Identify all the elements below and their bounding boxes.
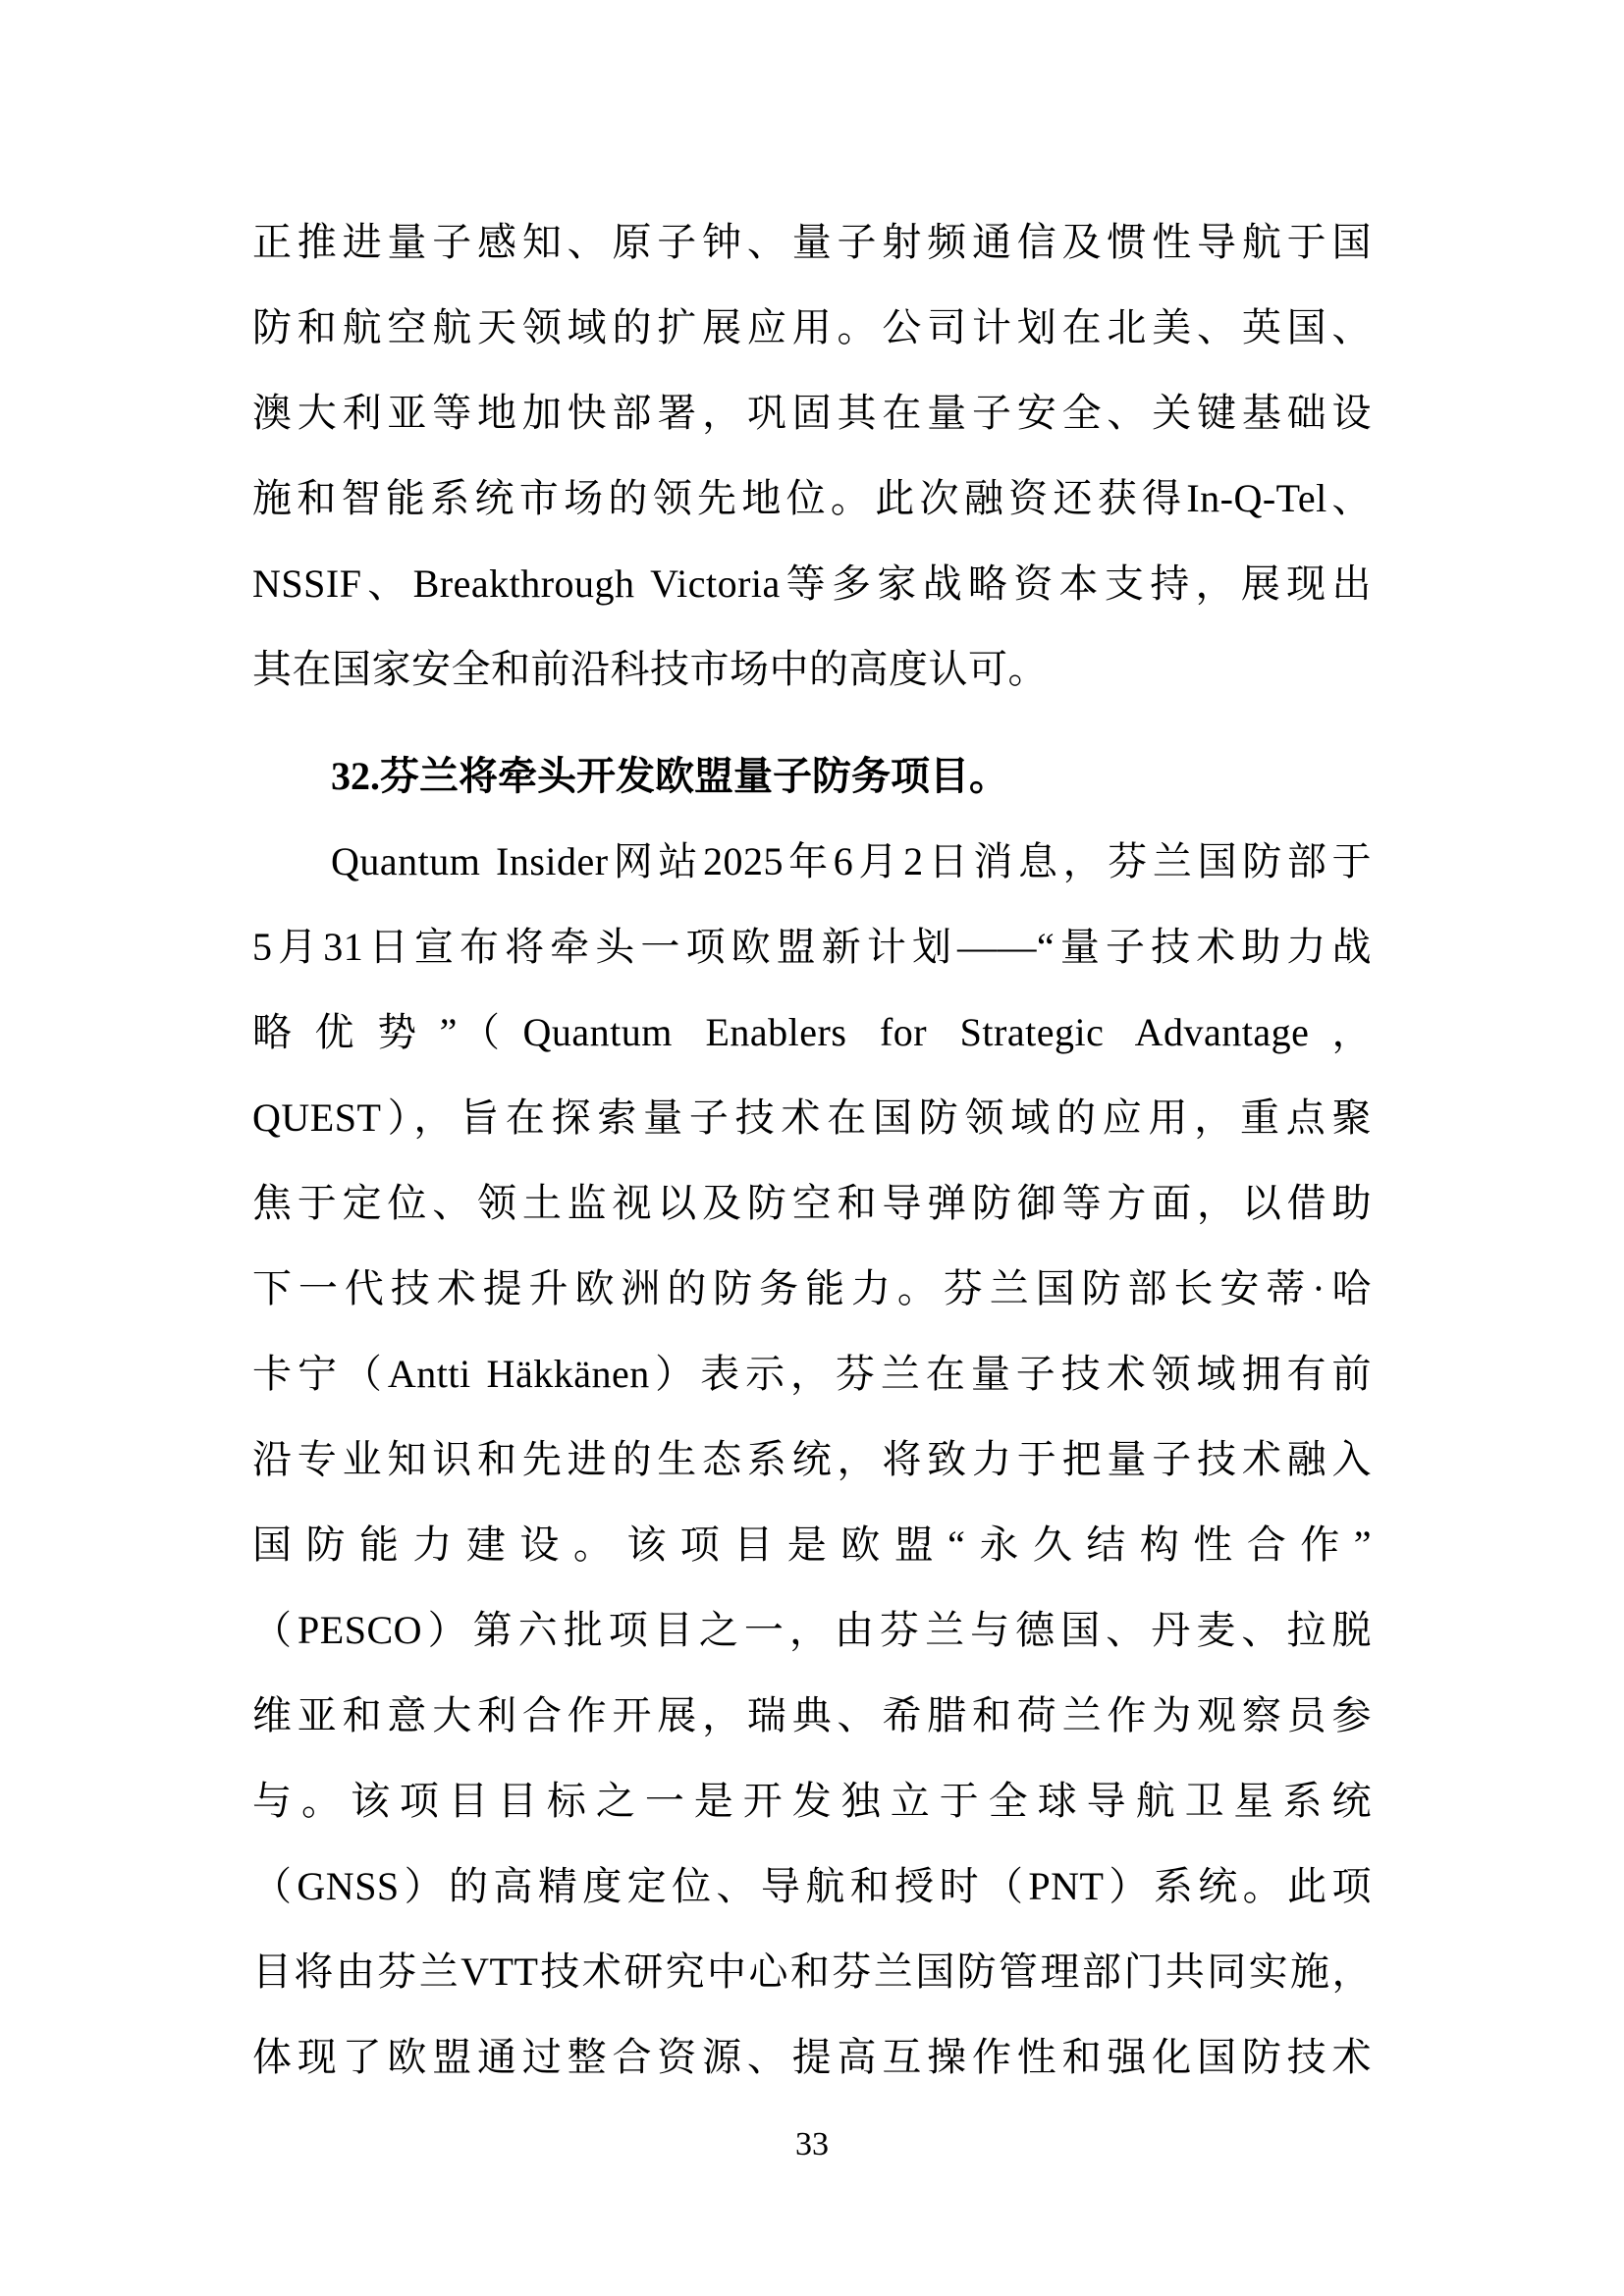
text-line: 下一代技术提升欧洲的防务能力。芬兰国防部长安蒂·哈 <box>252 1266 1372 1310</box>
text-line: 5月31日宣布将牵头一项欧盟新计划——“量子技术助力战 <box>252 925 1372 969</box>
text-line: 国防能力建设。该项目是欧盟“永久结构性合作” <box>252 1522 1372 1567</box>
text-line: （GNSS）的高精度定位、导航和授时（PNT）系统。此项 <box>252 1864 1372 1908</box>
text-line: 目将由芬兰VTT技术研究中心和芬兰国防管理部门共同实施， <box>252 1949 1372 1994</box>
text-line: Quantum Insider网站2025年6月2日消息，芬兰国防部于 <box>331 839 1372 883</box>
section-heading: 32.芬兰将牵头开发欧盟量子防务项目。 <box>331 754 1008 798</box>
text-line: 卡宁（Antti Häkkänen）表示，芬兰在量子技术领域拥有前 <box>252 1352 1372 1396</box>
text-line: 其在国家安全和前沿科技市场中的高度认可。 <box>252 647 1048 691</box>
text-line: 与。该项目目标之一是开发独立于全球导航卫星系统 <box>252 1779 1372 1823</box>
text-line: QUEST），旨在探索量子技术在国防领域的应用，重点聚 <box>252 1095 1372 1140</box>
text-line: 沿专业知识和先进的生态系统，将致力于把量子技术融入 <box>252 1437 1372 1481</box>
text-line: NSSIF、Breakthrough Victoria等多家战略资本支持，展现出 <box>252 561 1372 606</box>
text-line: 略优势”（Quantum Enablers for Strategic Advantage， <box>252 1010 1372 1054</box>
text-line: 施和智能系统市场的领先地位。此次融资还获得In-Q-Tel、 <box>252 476 1372 520</box>
text-line: 澳大利亚等地加快部署，巩固其在量子安全、关键基础设 <box>252 391 1372 435</box>
text-line: 防和航空航天领域的扩展应用。公司计划在北美、英国、 <box>252 305 1372 349</box>
page-number: 33 <box>795 2126 829 2163</box>
body-text <box>252 199 1372 2100</box>
text-line: 正推进量子感知、原子钟、量子射频通信及惯性导航于国 <box>252 220 1372 264</box>
text-line: 维亚和意大利合作开展，瑞典、希腊和荷兰作为观察员参 <box>252 1693 1372 1737</box>
paragraph-funding-continuation <box>252 199 1372 712</box>
text-line: 体现了欧盟通过整合资源、提高互操作性和强化国防技术 <box>252 2035 1372 2079</box>
text-line: （PESCO）第六批项目之一，由芬兰与德国、丹麦、拉脱 <box>252 1608 1372 1652</box>
paragraph-quest-project <box>252 819 1372 2100</box>
text-line: 焦于定位、领土监视以及防空和导弹防御等方面，以借助 <box>252 1181 1372 1225</box>
